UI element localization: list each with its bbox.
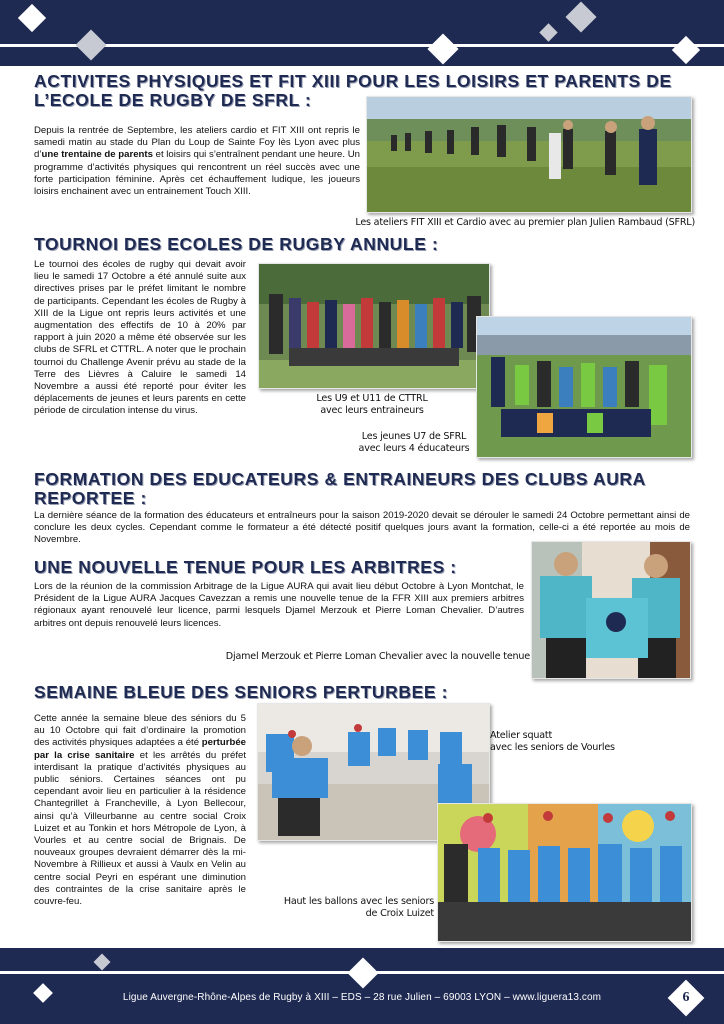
section-title-semaine-bleue: SEMAINE BLEUE DES SENIORS PERTURBEE : — [34, 682, 449, 702]
diamond-ornament — [75, 29, 106, 60]
footer-band — [0, 948, 724, 1024]
caption-fit-xiii: Les ateliers FIT XIII et Cardio avec au premier plan Julien Rambaud (SFRL) — [355, 217, 695, 228]
page-number: 6 — [682, 990, 690, 1005]
caption-atelier-squatt: Atelier squatt avec les seniors de Vourles — [490, 730, 615, 753]
caption-arbitres: Djamel Merzouk et Pierre Loman Chevalier avec la nouvelle tenue — [225, 651, 530, 662]
photo-u7-sfrl — [476, 316, 692, 458]
section-title-tournoi: TOURNOI DES ECOLES DE RUGBY ANNULE : — [34, 234, 439, 254]
diamond-ornament — [94, 954, 111, 971]
diamond-ornament — [672, 36, 700, 64]
caption-u9-u11: Les U9 et U11 de CTTRL avec leurs entraineurs — [316, 393, 428, 416]
section-title-formation: FORMATION DES EDUCATEURS & ENTRAINEURS DES CLUBS AURA REPORTEE : — [34, 469, 646, 508]
photo-haut-les-ballons — [437, 803, 692, 942]
photo-fit-xiii — [366, 96, 692, 213]
section-title-activites: ACTIVITES PHYSIQUES ET FIT XIII POUR LES LOISIRS ET PARENTS DE L’ECOLE DE RUGBY DE SFRL : — [34, 71, 672, 110]
header-band — [0, 0, 724, 66]
diamond-ornament — [427, 33, 458, 64]
section-text-formation: La dernière séance de la formation des éducateurs et entraîneurs pour la saison 2019-2020 devait se dérouler le samedi 24 Octobre permettant ainsi de conclure les deux cycles. Cependant comme le formateur a été détecté positif quelques jours avant la formation, celle-ci a été reportée au mois de Novembre. — [34, 510, 690, 546]
diamond-ornament — [347, 957, 378, 988]
caption-haut-les-ballons: Haut les ballons avec les seniors de Croix Luizet — [283, 896, 434, 919]
section-text-activites: Depuis la rentrée de Septembre, les ateliers cardio et FIT XIII ont repris le samedi matin au stade du Plan du Loup de Sainte Foy lès Lyon avec plus d’une trentaine de parents et loisirs qui s’entraînent pendant une heure. Un programme d’activités physiques qui rencontrent un réel succès avec une forte participation féminine. Après cet échauffement ludique, les joueurs loisirs enchainent avec un entrainement Touch XIII. — [34, 125, 360, 198]
photo-arbitres — [531, 541, 691, 679]
photo-u9-u11-cttrl — [258, 263, 490, 389]
section-text-tournoi: Le tournoi des écoles de rugby qui devait avoir lieu le samedi 17 Octobre a été annulé suite aux directives prises par le préfet limitant le nombre de participants. Cependant les écoles de Rugby à XIII de la Ligue ont repris leurs activités et une augmentation des effectifs de 10 à 20% par rapport à juin 2020 a même été observée sur les clubs de SFRL et CTTRL. A noter que le prochain tournoi du Challenge Avenir prévu au stade de la Terre des Lièvres à Caluire le samedi 14 Novembre a aussi été reporté pour éviter les déplacements de jeunes et leurs parents en cette période de circulation intense du virus. — [34, 259, 246, 417]
section-title-arbitres: UNE NOUVELLE TENUE POUR LES ARBITRES : — [34, 557, 457, 577]
section-text-arbitres: Lors de la réunion de la commission Arbitrage de la Ligue AURA qui avait lieu début Octobre à Lyon Montchat, le Président de la Ligue AURA Jacques Cavezzan a remis une nouvelle tenue de la FFR XIII aux premiers arbitres régionaux ayant renouvelé leur licence, parmi lesquels Djamel Merzouk et Pierre Loman Chevalier. D’autres arbitres ont depuis renouvelé leurs licences. — [34, 581, 524, 629]
diamond-ornament — [565, 1, 596, 32]
section-text-semaine-bleue: Cette année la semaine bleue des séniors du 5 au 10 Octobre qui fait d’ordinaire la promotion des activités physiques adaptées a été perturbée par la crise sanitaire et les arrêtés du préfet interdisant la pratique d’activités physiques au public séniors. Certaines séances ont pu cependant avoir lieu en particulier à la résidence Chantegrillet à Francheville, à Lyon Bellecour, ainsi qu’à Villeurbanne au centre social Croix Luizet et au Tonkin et hors Métropole de Lyon, à Vourles et au centre social de Brignais. De nouveaux groupes devraient démarrer dès la mi-Novembre à Rillieux et aussi à Vaulx en Velin au centre social Peyri en espérant une diminution des contraintes de la crise sanitaire après le couvre-feu. — [34, 713, 246, 908]
header-divider — [0, 44, 724, 47]
diamond-ornament — [18, 4, 46, 32]
footer-address: Ligue Auvergne-Rhône-Alpes de Rugby à XIII – EDS – 28 rue Julien – 69003 LYON – www.liguera13.com — [122, 992, 602, 1003]
caption-u7: Les jeunes U7 de SFRL avec leurs 4 éducateurs — [358, 431, 470, 454]
diamond-ornament — [539, 23, 557, 41]
